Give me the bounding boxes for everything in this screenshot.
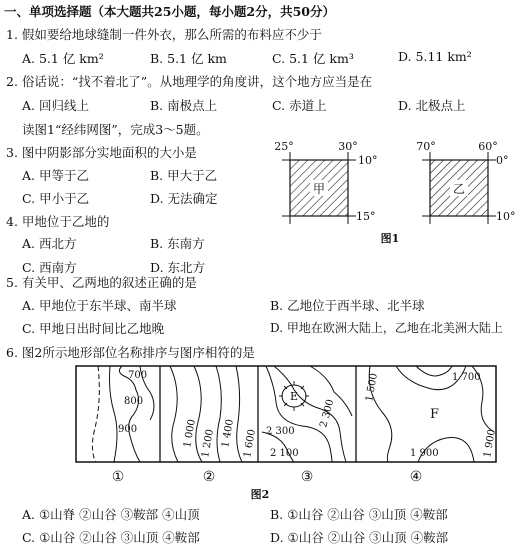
fig2-p2-contour-1400: 1 400: [220, 418, 236, 449]
q3-option-d[interactable]: D. 无法确定: [150, 191, 218, 206]
q2-option-b[interactable]: B. 南极点上: [150, 98, 218, 113]
fig2-p4-contour-1500: 1 500: [364, 372, 380, 403]
fig2-panel-number-3: ③: [300, 469, 314, 485]
fig2-p3-point-e: E: [289, 390, 299, 403]
section-note: （本大题共25小题，每小题2分，共50分）: [91, 4, 336, 19]
fig2-p4-contour-1900-b: 1 900: [482, 428, 498, 459]
section-title: [4, 2, 335, 20]
q1-stem: 1. 假如要给地球缝制一件外衣，那么所需的布料应不少于: [6, 27, 322, 42]
fig2-p4-contour-1900-a: 1 900: [410, 448, 439, 459]
fig1-left-lon-left: 25°: [274, 140, 294, 153]
fig2-p1-contour-900: 900: [118, 424, 138, 435]
q5-option-a[interactable]: A. 甲地位于东半球、南半球: [22, 298, 177, 313]
fig1-left-lat-top: 10°: [358, 154, 378, 167]
q4-stem: 4. 甲地位于乙地的: [6, 214, 110, 229]
fig1-left-grid: [274, 140, 377, 224]
fig2-p4-point-f: F: [430, 407, 440, 422]
q5-option-b[interactable]: B. 乙地位于西半球、北半球: [270, 298, 425, 313]
q3-option-c[interactable]: C. 甲小于乙: [22, 191, 90, 206]
q6-option-c[interactable]: C. ①山谷 ②山谷 ③山顶 ④鞍部: [22, 530, 200, 545]
fig1-right-lat-top: 0°: [496, 154, 509, 167]
fig2-p3-contour-2300-a: 2 300: [266, 426, 295, 437]
q2-option-c[interactable]: C. 赤道上: [272, 98, 327, 113]
fig2-panel-number-2: ②: [202, 469, 216, 485]
q6-stem: 6. 图2所示地形部位名称排序与图序相符的是: [6, 345, 255, 360]
fig2-p1-contour-700: 700: [128, 370, 148, 381]
q6-option-d[interactable]: D. ①山谷 ②山谷 ③山顶 ④鞍部: [270, 530, 449, 545]
q2-option-a[interactable]: A. 回归线上: [22, 98, 89, 113]
q1-option-c[interactable]: C. 5.1 亿 km³: [272, 51, 354, 66]
fig2-caption: 图2: [250, 488, 270, 501]
q3-option-b[interactable]: B. 甲大于乙: [150, 168, 218, 183]
fig2-p1-contour-800: 800: [124, 396, 144, 407]
fig2-panel-number-1: ①: [111, 469, 125, 485]
q1-option-d[interactable]: D. 5.11 km²: [398, 49, 472, 64]
q4-option-c[interactable]: C. 西南方: [22, 260, 77, 275]
q3-option-a[interactable]: A. 甲等于乙: [22, 168, 89, 183]
fig1-caption: 图1: [380, 232, 400, 245]
fig2-p3-contour-2300-b: 2 300: [318, 398, 337, 429]
q4-option-a[interactable]: A. 西北方: [22, 236, 77, 251]
section-title-text: 一、单项选择题: [4, 4, 92, 19]
figure-1: [270, 138, 522, 250]
fig2-p2-contour-1200: 1 200: [200, 428, 216, 459]
q6-option-b[interactable]: B. ①山谷 ②山谷 ③山顶 ④鞍部: [270, 507, 448, 522]
fig1-left-lat-bottom: 15°: [356, 210, 376, 223]
q2-option-d[interactable]: D. 北极点上: [398, 98, 466, 113]
fig2-p3-contour-2100: 2 100: [270, 448, 299, 459]
fig1-left-lon-right: 30°: [338, 140, 358, 153]
fig1-right-grid: [416, 140, 515, 224]
q5-option-d[interactable]: D. 甲地在欧洲大陆上，乙地在北美洲大陆上: [270, 321, 503, 335]
q4-option-d[interactable]: D. 东北方: [150, 260, 206, 275]
fig1-right-lon-right: 60°: [478, 140, 498, 153]
q1-option-b[interactable]: B. 5.1 亿 km: [150, 51, 227, 66]
q4-option-b[interactable]: B. 东南方: [150, 236, 205, 251]
fig1-right-label: 乙: [452, 182, 466, 196]
q2-stem: 2. 俗话说：“找不着北了”。从地理学的角度讲，这个地方应当是在: [6, 74, 373, 89]
fig2-p2-contour-1000: 1 000: [182, 418, 198, 449]
figure-2: [70, 362, 515, 502]
fig2-p4-contour-1700: 1 700: [452, 372, 481, 383]
fig2-p2-contour-1600: 1 600: [242, 428, 258, 459]
fig1-right-lon-left: 70°: [416, 140, 436, 153]
q6-option-a[interactable]: A. ①山脊 ②山谷 ③鞍部 ④山顶: [22, 507, 200, 522]
fig2-panel-number-4: ④: [409, 469, 423, 485]
q5-option-c[interactable]: C. 甲地日出时间比乙地晚: [22, 321, 165, 336]
fig1-left-label: 甲: [312, 182, 326, 196]
q3-stem: 3. 图中阴影部分实地面积的大小是: [6, 145, 197, 160]
fig1-right-lat-bottom: 10°: [496, 210, 516, 223]
q1-option-a[interactable]: A. 5.1 亿 km²: [22, 51, 104, 66]
intro-3-5: 读图1“经纬网图”，完成3～5题。: [22, 122, 209, 137]
q5-stem: 5. 有关甲、乙两地的叙述正确的是: [6, 275, 197, 290]
